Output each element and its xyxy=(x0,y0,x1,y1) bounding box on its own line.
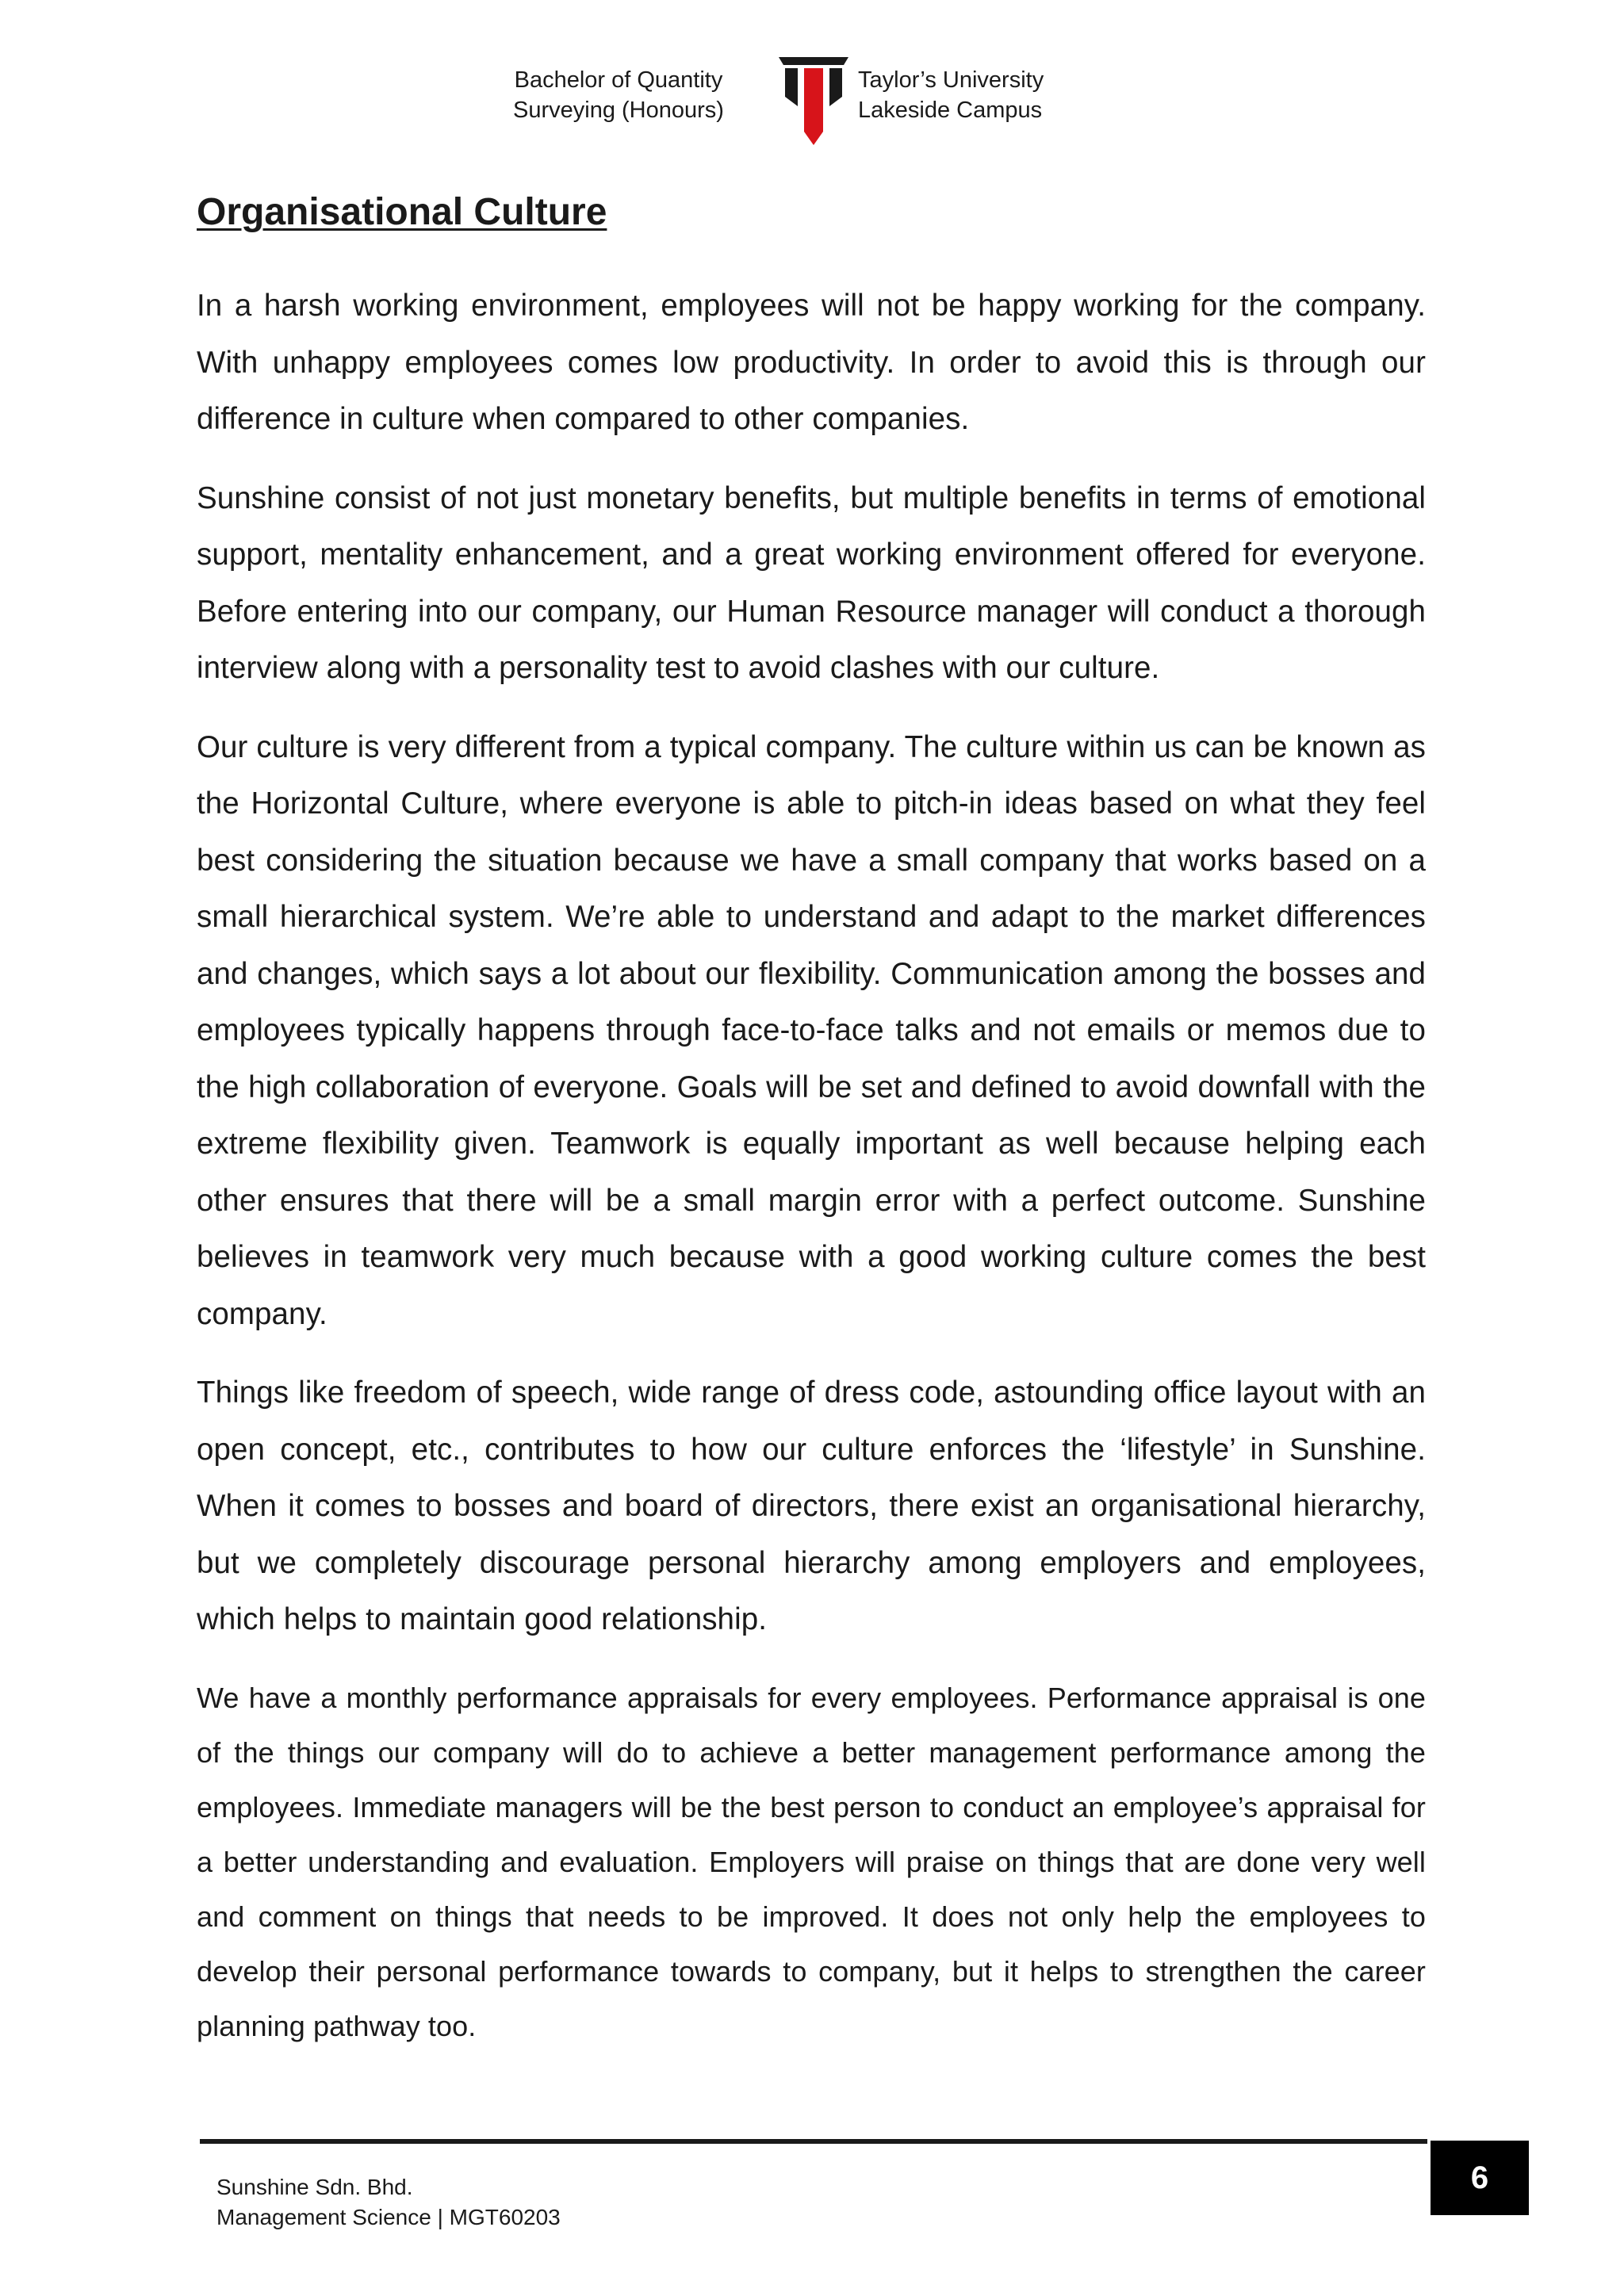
paragraph-benefits: Sunshine consist of not just monetary benefits, but multiple benefits in terms of emotional support, mentality enhancement, and a great working environment offered for everyone. Before entering into our company, our Human Resource manager will conduct a thorough interview along with a personality test to avoid clashes with our culture. xyxy=(197,480,1426,685)
page-number-badge xyxy=(1431,2141,1529,2215)
taylors-logo-icon xyxy=(777,55,850,147)
page-title: Organisational Culture xyxy=(197,191,607,233)
document-body xyxy=(197,277,1426,2076)
header-program xyxy=(476,65,761,125)
footer-course: Management Science | MGT60203 xyxy=(216,2205,561,2229)
footer-divider xyxy=(200,2139,1427,2144)
header-program-line2: Surveying (Honours) xyxy=(513,98,724,123)
page-number: 6 xyxy=(1470,2160,1489,2195)
paragraph-appraisal: We have a monthly performance appraisals for every employees. Performance appraisal is one of the things our company will do to achieve a better management performance among the employees. Immediate managers will be the best person to conduct an employee’s appraisal for a better understanding and evaluation. Employers will praise on things that are done very well and comment on things that needs to be improved. It does not only help the employees to develop their personal performance towards to company, but it helps to strengthen the career planning pathway too. xyxy=(197,1681,1426,2042)
header-university xyxy=(858,65,1143,125)
header-university-line2: Lakeside Campus xyxy=(858,98,1043,123)
header-university-line1: Taylor’s University xyxy=(858,67,1044,93)
footer-company: Sunshine Sdn. Bhd. xyxy=(216,2175,413,2199)
paragraph-lifestyle: Things like freedom of speech, wide range of dress code, astounding office layout with an open concept, etc., contributes to how our culture enforces the ‘lifestyle’ in Sunshine. When it comes to bosses and board of directors, there exist an organisational hierarchy, but we completely discourage personal hierarchy among employers and employees, which helps to maintain good relationship. xyxy=(197,1376,1426,1636)
footer-info xyxy=(216,2172,561,2233)
header-program-line1: Bachelor of Quantity xyxy=(514,67,723,93)
paragraph-intro: In a harsh working environment, employees will not be happy working for the company. With unhappy employees comes low productivity. In order to avoid this is through our difference in culture when compared to other companies. xyxy=(197,289,1426,436)
paragraph-horizontal-culture: Our culture is very different from a typical company. The culture within us can be known as the Horizontal Culture, where everyone is able to pitch-in ideas based on what they feel best considering the situation because we have a small company that works based on a small hierarchical system. We’re able to understand and adapt to the market differences and changes, which says a lot about our flexibility. Communication among the bosses and employees typically happens through face-to-face talks and not emails or memos due to the high collaboration of everyone. Goals will be set and defined to avoid downfall with the extreme flexibility given. Teamwork is equally important as well because helping each other ensures that there will be a small margin error with a perfect outcome. Sunshine believes in teamwork very much because with a good working culture comes the best company. xyxy=(197,729,1426,1331)
